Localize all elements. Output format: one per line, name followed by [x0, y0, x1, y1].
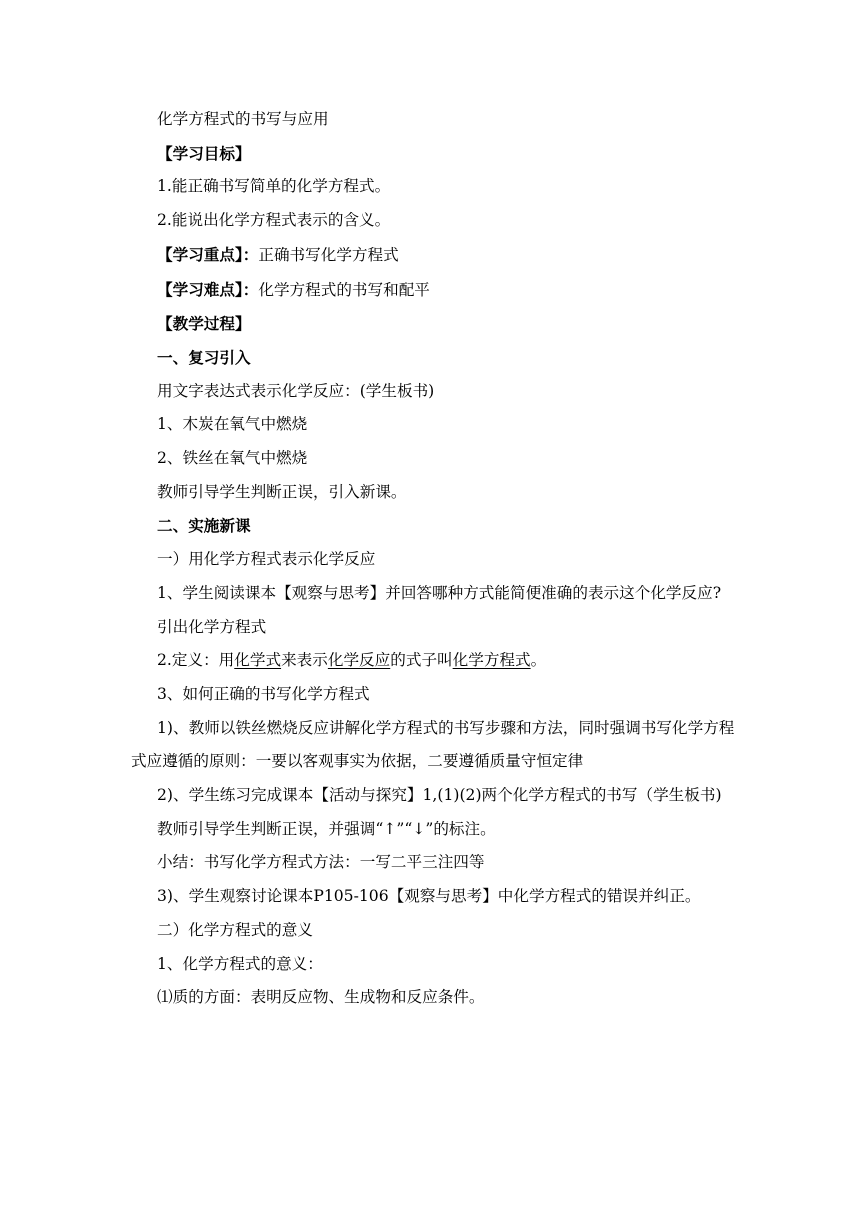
definition-prefix: 2.定义：用 — [157, 651, 235, 670]
key-point-label: 【学习重点】： — [157, 244, 259, 264]
section2-p6: 教师引导学生判断正误，并强调“↑”“↓”的标注。 — [157, 819, 496, 838]
difficulty-label: 【学习难点】： — [157, 279, 259, 299]
section2-sub2: 二）化学方程式的意义 — [157, 920, 313, 939]
definition-term-chemical-reaction: 化学反应 — [327, 651, 391, 670]
section2-p8: 3)、学生观察讨论课本P105-106【观察与思考】中化学方程式的错误并纠正。 — [157, 887, 701, 906]
section2-p3: 3、如何正确的书写化学方程式 — [157, 684, 370, 703]
section1-line1: 用文字表达式表示化学反应：(学生板书) — [157, 381, 435, 400]
section2-p5: 2)、学生练习完成课本【活动与探究】1,(1)(2)两个化学方程式的书写（学生板书) — [157, 786, 722, 805]
key-point — [131, 238, 736, 273]
section2-p2: 引出化学方程式 — [157, 617, 267, 636]
section2-p10: ⑴质的方面：表明反应物、生成物和反应条件。 — [157, 988, 485, 1007]
section1-heading: 一、复习引入 — [157, 347, 251, 367]
definition-term-chemical-equation: 化学方程式 — [452, 651, 531, 670]
section2-p4: 1)、教师以铁丝燃烧反应讲解化学方程式的书写步骤和方法，同时强调书写化学方程式应遵循的原则：一要以客观事实为依据，二要遵循质量守恒定律 — [131, 718, 735, 771]
document-title: 化学方程式的书写与应用 — [157, 110, 329, 128]
section2-p1: 1、学生阅读课本【观察与思考】并回答哪种方式能简便准确的表示这个化学反应? — [157, 583, 722, 602]
section1-line4: 教师引导学生判断正误，引入新课。 — [157, 482, 407, 501]
difficulty — [131, 273, 736, 308]
section2-sub1: 一）用化学方程式表示化学反应 — [157, 550, 376, 569]
definition-line — [131, 644, 736, 678]
section2-p7: 小结：书写化学方程式方法：一写二平三注四等 — [157, 853, 485, 872]
section2-p9: 1、化学方程式的意义： — [157, 954, 323, 973]
key-point-text: 正确书写化学方程式 — [258, 245, 399, 264]
objective-1: 1.能正确书写简单的化学方程式。 — [157, 177, 391, 196]
process-heading: 【教学过程】 — [157, 314, 251, 334]
difficulty-text: 化学方程式的书写和配平 — [258, 280, 430, 299]
definition-term-chemical-formula: 化学式 — [234, 651, 282, 670]
section1-line3: 2、铁丝在氧气中燃烧 — [157, 449, 308, 468]
objective-2: 2.能说出化学方程式表示的含义。 — [157, 211, 391, 230]
definition-mid2: 的式子叫 — [390, 651, 453, 670]
section1-line2: 1、木炭在氧气中燃烧 — [157, 415, 308, 434]
objectives-heading: 【学习目标】 — [157, 143, 251, 163]
section2-heading: 二、实施新课 — [157, 516, 251, 536]
definition-mid1: 来表示 — [281, 651, 328, 670]
document-body — [131, 103, 736, 1015]
definition-suffix: 。 — [530, 651, 547, 670]
